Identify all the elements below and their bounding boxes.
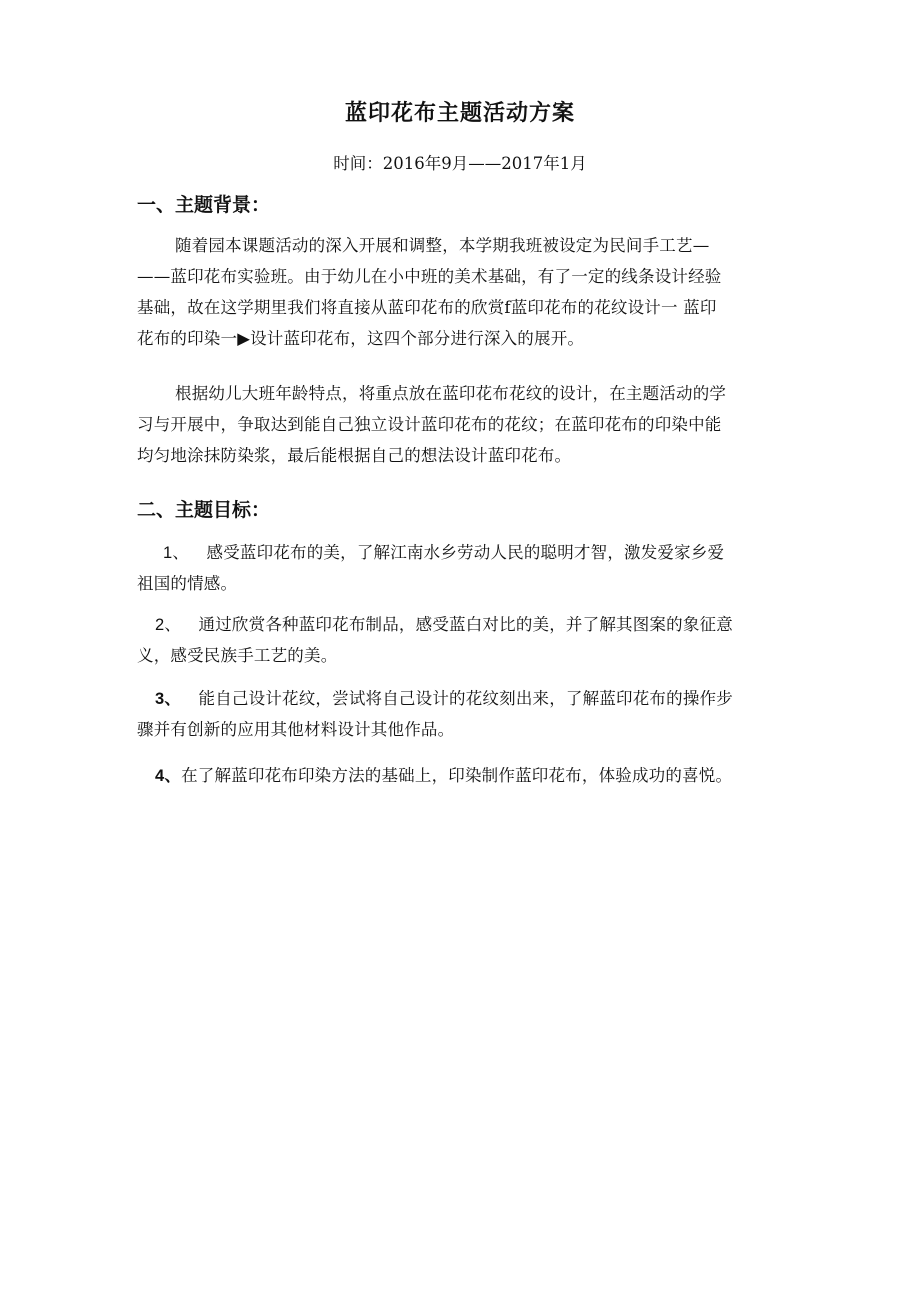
paragraph-line: 随着园本课题活动的深入开展和调整，本学期我班被设定为民间手工艺— xyxy=(175,236,710,255)
section-heading-background: 一、主题背景： xyxy=(137,194,271,216)
goal-text: 通过欣赏各种蓝印花布制品，感受蓝白对比的美，并了解其图案的象征意 xyxy=(198,615,733,634)
goal-text: 祖国的情感。 xyxy=(137,574,238,593)
goal-text: 骤并有创新的应用其他材料设计其他作品。 xyxy=(137,720,455,739)
goal-number: 2、 xyxy=(155,616,182,634)
paragraph-line: 均匀地涂抹防染浆，最后能根据自己的想法设计蓝印花布。 xyxy=(137,446,572,465)
goal-item-2 xyxy=(137,609,733,671)
background-paragraph-1 xyxy=(137,230,722,354)
paragraph-line: 花布的印染一▶设计蓝印花布，这四个部分进行深入的展开。 xyxy=(137,329,585,348)
background-paragraph-2 xyxy=(137,378,726,471)
goal-text: 能自己设计花纹，尝试将自己设计的花纹刻出来，了解蓝印花布的操作步 xyxy=(198,689,733,708)
paragraph-line: 基础，故在这学期里我们将直接从蓝印花布的欣赏f蓝印花布的花纹设计一 蓝印 xyxy=(137,298,717,317)
goal-number: 1、 xyxy=(163,544,190,562)
goal-text: 感受蓝印花布的美，了解江南水乡劳动人民的聪明才智，激发爱家乡爱 xyxy=(206,543,725,562)
paragraph-line: ——蓝印花布实验班。由于幼儿在小中班的美术基础，有了一定的线条设计经验 xyxy=(137,267,722,286)
goal-text: 在了解蓝印花布印染方法的基础上，印染制作蓝印花布，体验成功的喜悦。 xyxy=(181,766,733,785)
section-heading-goals: 二、主题目标： xyxy=(137,499,271,521)
paragraph-line: 根据幼儿大班年龄特点，将重点放在蓝印花布花纹的设计，在主题活动的学 xyxy=(175,384,727,403)
goal-number: 3、 xyxy=(155,690,182,708)
goal-text: 义，感受民族手工艺的美。 xyxy=(137,646,338,665)
goal-item-3 xyxy=(137,683,733,745)
paragraph-line: 习与开展中，争取达到能自己独立设计蓝印花布的花纹；在蓝印花布的印染中能 xyxy=(137,415,722,434)
goal-item-4 xyxy=(137,760,732,791)
goal-item-1 xyxy=(137,537,724,599)
document-title: 蓝印花布主题活动方案 xyxy=(344,101,575,126)
date-range: 时间：2016年9月——2017年1月 xyxy=(333,154,587,173)
goal-number: 4、 xyxy=(155,767,182,785)
